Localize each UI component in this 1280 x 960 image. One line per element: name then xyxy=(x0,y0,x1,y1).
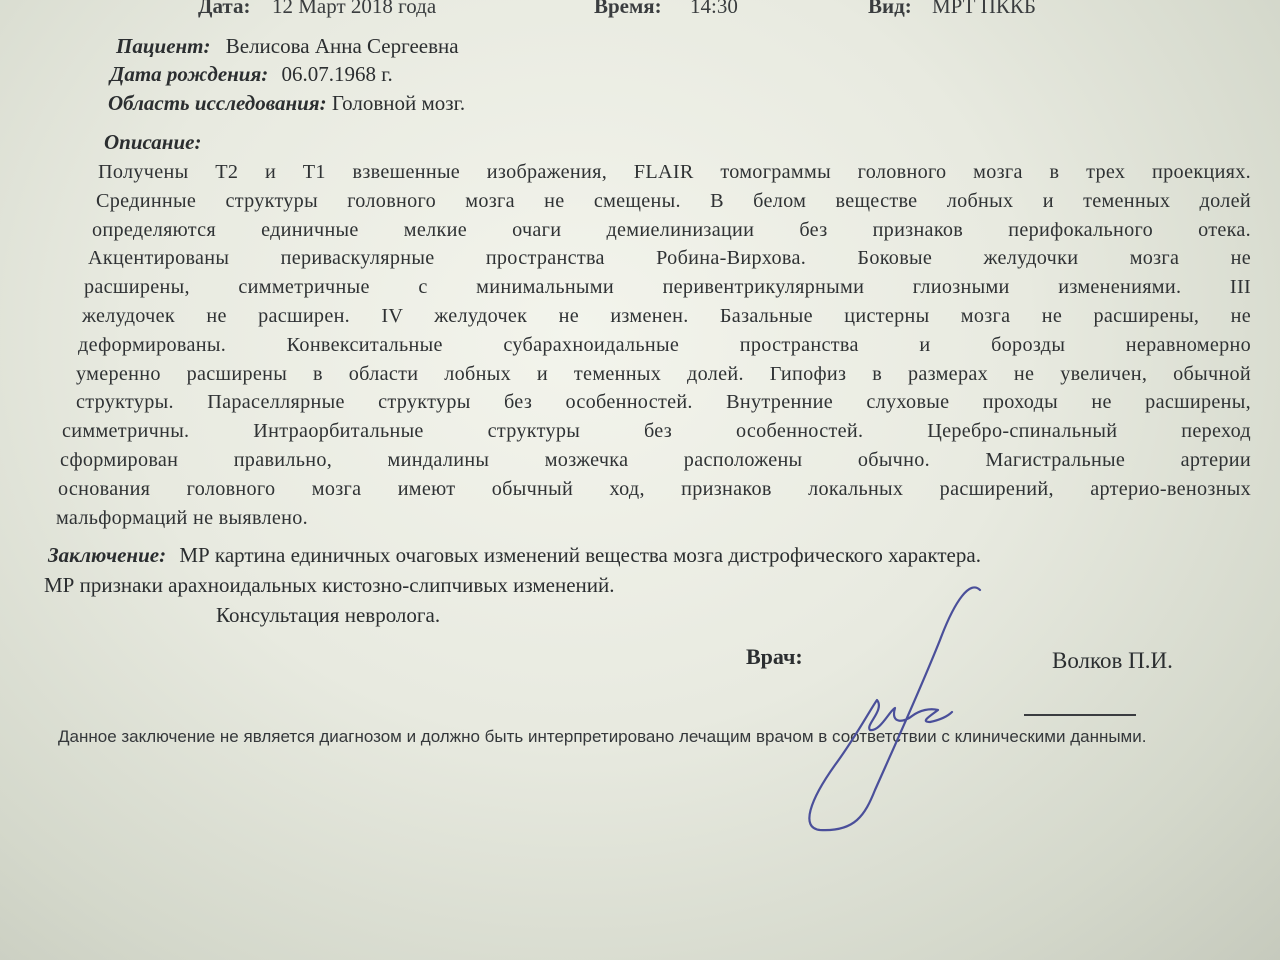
description-line: желудочек не расширен. IV желудочек не изменен. Базальные цистерны мозга не расширены, не xyxy=(82,304,1251,327)
description-line: умеренно расширены в области лобных и теменных долей. Гипофиз в размерах не увеличен, обычной xyxy=(76,362,1251,385)
conclusion-text-3: Консультация невролога. xyxy=(216,603,441,627)
disclaimer-text: Данное заключение не является диагнозом и должно быть интерпретировано лечащим врачом в соответствии с клиническими данными. xyxy=(58,727,1147,746)
time-value: 14:30 xyxy=(690,0,738,18)
date-value: 12 Март 2018 года xyxy=(272,0,437,18)
description-line: сформирован правильно, миндалины мозжечка расположены обычно. Магистральные артерии xyxy=(60,448,1251,471)
date-label: Дата: xyxy=(198,0,251,18)
description-line: структуры. Параселлярные структуры без особенностей. Внутренние слуховые проходы не расширены, xyxy=(76,391,1251,414)
birth-date-value: 06.07.1968 г. xyxy=(281,62,393,86)
birth-date-label: Дата рождения: xyxy=(110,62,269,86)
patient-name-value: Велисова Анна Сергеевна xyxy=(225,34,459,58)
description-heading: Описание: xyxy=(104,130,202,154)
type-value: МРТ ПККБ xyxy=(932,0,1036,18)
description-line: основания головного мозга имеют обычный ход, признаков локальных расширений, артерио-венозных xyxy=(58,477,1251,500)
description-line: Срединные структуры головного мозга не смещены. В белом веществе лобных и теменных долей xyxy=(96,189,1251,212)
type-label: Вид: xyxy=(868,0,912,18)
study-area-value: Головной мозг. xyxy=(331,91,466,115)
description-line: мальформаций не выявлено. xyxy=(56,506,309,529)
description-line: Акцентированы периваскулярные пространства Робина-Вирхова. Боковые желудочки мозга не xyxy=(88,247,1251,270)
time-label: Время: xyxy=(594,0,662,18)
description-line: симметричны. Интраорбитальные структуры без особенностей. Церебро-спинальный переход xyxy=(62,420,1251,443)
birth-date-field xyxy=(110,62,393,87)
patient-name-field xyxy=(116,34,459,59)
conclusion-line xyxy=(44,540,1264,570)
description-line: определяются единичные мелкие очаги демиелинизации без признаков перифокального отека. xyxy=(92,218,1251,241)
conclusion-block xyxy=(44,540,1264,630)
signature-line xyxy=(1024,714,1136,716)
description-text xyxy=(56,158,1251,532)
conclusion-label: Заключение: xyxy=(48,543,167,567)
conclusion-text-2: МР признаки арахноидальных кистозно-слипчивых изменений. xyxy=(44,573,615,597)
study-area-field xyxy=(108,91,465,116)
conclusion-text-1: МР картина единичных очаговых изменений вещества мозга дистрофического характера. xyxy=(179,543,981,567)
description-line: расширены, симметричные с минимальными перивентрикулярными глиозными изменениями. III xyxy=(84,276,1251,299)
doctor-label: Врач: xyxy=(746,644,803,669)
doctor-signature xyxy=(780,560,1000,840)
report-header xyxy=(0,0,1280,18)
description-line: Получены Т2 и Т1 взвешенные изображения, FLAIR томограммы головного мозга в трех проекциях. xyxy=(98,161,1251,183)
doctor-name: Волков П.И. xyxy=(1052,648,1173,673)
patient-name-label: Пациент: xyxy=(116,34,211,58)
study-area-label: Область исследования: xyxy=(108,91,327,115)
description-line: деформированы. Конвекситальные субарахноидальные пространства и борозды неравномерно xyxy=(78,333,1251,356)
